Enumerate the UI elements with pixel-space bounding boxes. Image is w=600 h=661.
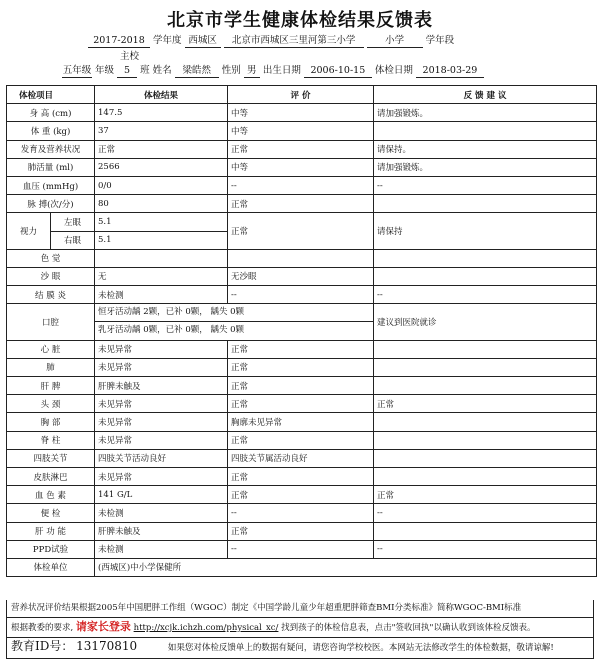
- row-advice: [374, 431, 597, 449]
- education-id: 13170810: [76, 639, 138, 653]
- school-year: 2017-2018: [88, 35, 150, 48]
- row-result: 0/0: [95, 176, 228, 194]
- row-result: 未见异常: [95, 395, 228, 413]
- row-advice: [374, 267, 597, 285]
- request-suffix: 找到孩子的体检信息表，点击"签收回执"以确认收到该体检反馈表。: [281, 623, 536, 633]
- grade: 五年级: [62, 65, 92, 76]
- row-eval: 正常: [228, 467, 374, 485]
- physical-url-link[interactable]: http://xcjk.ichzh.com/physical_xc/: [133, 623, 279, 633]
- id-row: [6, 637, 594, 659]
- row-item: 肝 脾: [7, 377, 95, 395]
- table-row: [7, 522, 597, 540]
- row-advice: --: [374, 176, 597, 194]
- table-row: [7, 467, 597, 485]
- school-year-label: 学年度: [153, 35, 182, 46]
- birth-date: 2006-10-15: [304, 65, 372, 78]
- row-advice: [374, 195, 597, 213]
- row-result: 未见异常: [95, 413, 228, 431]
- login-request: [6, 618, 594, 638]
- table-row: [7, 486, 597, 504]
- disclaimer: 如果您对体检反馈单上的数据有疑问，请您咨询学校校医。本网站无法修改学生的体检数据，敬请谅解!: [167, 643, 554, 653]
- row-advice: --: [374, 286, 597, 304]
- row-item: 结 膜 炎: [7, 286, 95, 304]
- student-name: 梁皓然: [175, 65, 219, 78]
- row-advice: [374, 122, 597, 140]
- row-result: 正常: [95, 140, 228, 158]
- vision-label: 视力: [7, 213, 51, 249]
- table-row: [7, 176, 597, 194]
- row-result: 未见异常: [95, 467, 228, 485]
- table-row: [7, 249, 597, 267]
- oral-advice: 建议到医院就诊: [374, 304, 597, 340]
- left-eye-value: 5.1: [95, 213, 228, 231]
- name-label: 姓名: [152, 65, 172, 76]
- row-item: 色 觉: [7, 249, 95, 267]
- row-result: 四肢关节活动良好: [95, 449, 228, 467]
- row-item: 脊 柱: [7, 431, 95, 449]
- left-eye-label: 左眼: [51, 213, 95, 231]
- row-eval: 中等: [228, 158, 374, 176]
- row-eval: 正常: [228, 522, 374, 540]
- row-result: 80: [95, 195, 228, 213]
- row-item: 发育及营养状况: [7, 140, 95, 158]
- table-row: [7, 122, 597, 140]
- row-result: 未见异常: [95, 358, 228, 376]
- row-result: 肝脾未触及: [95, 377, 228, 395]
- row-item: PPD试验: [7, 540, 95, 558]
- row-advice: 正常: [374, 395, 597, 413]
- row-eval: 正常: [228, 340, 374, 358]
- table-row: [7, 158, 597, 176]
- table-row: [7, 286, 597, 304]
- row-result: 未见异常: [95, 340, 228, 358]
- row-eval: [228, 249, 374, 267]
- row-item: 沙 眼: [7, 267, 95, 285]
- table-row: [7, 449, 597, 467]
- row-item: 皮肤淋巴: [7, 467, 95, 485]
- row-eval: 四肢关节属活动良好: [228, 449, 374, 467]
- table-row: [7, 413, 597, 431]
- row-item: 心 脏: [7, 340, 95, 358]
- parent-login-prompt: 请家长登录: [75, 620, 131, 633]
- deciduous-teeth: 乳牙活动龋 0颗，已补 0颗， 龋失 0颗: [95, 321, 373, 339]
- row-advice: [374, 522, 597, 540]
- row-result: 无: [95, 267, 228, 285]
- row-advice: 请保持。: [374, 140, 597, 158]
- row-result: 肝脾未触及: [95, 522, 228, 540]
- row-result: 未检测: [95, 540, 228, 558]
- row-result: [95, 249, 228, 267]
- header-result: 体检结果: [95, 86, 228, 104]
- row-advice: [374, 249, 597, 267]
- table-row: [7, 340, 597, 358]
- row-advice: [374, 340, 597, 358]
- row-advice: [374, 413, 597, 431]
- row-eval: 正常: [228, 358, 374, 376]
- info-line-2: [62, 65, 484, 78]
- table-row: [7, 395, 597, 413]
- exam-date: 2018-03-29: [416, 65, 484, 78]
- row-eval: 中等: [228, 122, 374, 140]
- grade-label: 年级: [95, 65, 115, 76]
- class-label: 班: [140, 65, 150, 76]
- row-result: 未检测: [95, 286, 228, 304]
- row-eval: 正常: [228, 140, 374, 158]
- oral-row: [7, 304, 597, 340]
- row-eval: --: [228, 540, 374, 558]
- exam-unit-value: (西城区)中小学保健所: [95, 558, 597, 576]
- row-item: 血 色 素: [7, 486, 95, 504]
- header-eval: 评 价: [228, 86, 374, 104]
- form-title: 北京市学生健康体检结果反馈表: [167, 10, 433, 31]
- table-row: [7, 358, 597, 376]
- row-item: 肺: [7, 358, 95, 376]
- header-item: 体检项目: [7, 86, 95, 104]
- row-eval: 正常: [228, 195, 374, 213]
- row-item: 血压 (mmHg): [7, 176, 95, 194]
- row-item: 身 高 (cm): [7, 104, 95, 122]
- row-eval: 中等: [228, 104, 374, 122]
- info-line-1: [88, 35, 454, 48]
- table-row: [7, 267, 597, 285]
- row-advice: 请加强锻炼。: [374, 158, 597, 176]
- row-advice: [374, 377, 597, 395]
- school-segment: 小学: [367, 35, 423, 48]
- vision-row-left: [7, 213, 597, 231]
- row-eval: --: [228, 286, 374, 304]
- table-row: [7, 504, 597, 522]
- row-result: 未见异常: [95, 431, 228, 449]
- row-item: 头 颈: [7, 395, 95, 413]
- row-result: 37: [95, 122, 228, 140]
- gender: 男: [244, 65, 260, 78]
- row-result: 2566: [95, 158, 228, 176]
- row-result: 未检测: [95, 504, 228, 522]
- exam-unit-label: 体检单位: [7, 558, 95, 576]
- row-result: 141 G/L: [95, 486, 228, 504]
- header-advice: 反 馈 建 议: [374, 86, 597, 104]
- row-eval: 正常: [228, 431, 374, 449]
- bmi-note: 营养状况评价结果根据2005年中国肥胖工作组（WGOC）制定《中国学龄儿童少年超重肥胖筛查BMI分类标准》简称WGOC-BMI标准: [6, 600, 594, 618]
- table-row: [7, 377, 597, 395]
- exam-date-label: 体检日期: [374, 65, 413, 76]
- row-item: 体 重 (kg): [7, 122, 95, 140]
- birth-label: 出生日期: [262, 65, 301, 76]
- results-table: [6, 85, 597, 577]
- row-advice: [374, 358, 597, 376]
- row-item: 肝 功 能: [7, 522, 95, 540]
- row-advice: 正常: [374, 486, 597, 504]
- row-item: 胸 部: [7, 413, 95, 431]
- row-eval: 正常: [228, 395, 374, 413]
- district: 西城区: [185, 35, 221, 48]
- permanent-teeth: 恒牙活动龋 2颗，已补 0颗， 龋失 0颗: [98, 307, 245, 318]
- school-name: 北京市西城区三里河第三小学: [224, 35, 364, 48]
- right-eye-label: 右眼: [51, 231, 95, 249]
- row-advice: 请加强锻炼。: [374, 104, 597, 122]
- right-eye-value: 5.1: [95, 231, 228, 249]
- table-row: [7, 195, 597, 213]
- education-id-label: 教育ID号：: [11, 639, 74, 653]
- row-item: 脉 搏(次/分): [7, 195, 95, 213]
- row-eval: 正常: [228, 486, 374, 504]
- campus: 主校: [120, 51, 140, 62]
- table-row: [7, 540, 597, 558]
- table-row: [7, 431, 597, 449]
- row-result: 147.5: [95, 104, 228, 122]
- row-item: 肺活量 (ml): [7, 158, 95, 176]
- table-header: [7, 86, 597, 104]
- gender-label: 性别: [221, 65, 241, 76]
- row-eval: --: [228, 504, 374, 522]
- row-advice: [374, 449, 597, 467]
- vision-eval: 正常: [228, 213, 374, 249]
- table-row: [7, 140, 597, 158]
- row-advice: --: [374, 540, 597, 558]
- row-advice: [374, 467, 597, 485]
- row-eval: --: [228, 176, 374, 194]
- exam-unit-row: [7, 558, 597, 576]
- row-item: 便 检: [7, 504, 95, 522]
- table-row: [7, 104, 597, 122]
- oral-results: [95, 304, 374, 340]
- row-eval: 无沙眼: [228, 267, 374, 285]
- row-eval: 正常: [228, 377, 374, 395]
- row-eval: 胸廓未见异常: [228, 413, 374, 431]
- vision-advice: 请保持: [374, 213, 597, 249]
- segment-label: 学年段: [425, 35, 455, 46]
- row-item: 四肢关节: [7, 449, 95, 467]
- oral-label: 口腔: [7, 304, 95, 340]
- class-number: 5: [117, 65, 137, 78]
- request-prefix: 根据教委的要求,: [11, 623, 74, 633]
- row-advice: --: [374, 504, 597, 522]
